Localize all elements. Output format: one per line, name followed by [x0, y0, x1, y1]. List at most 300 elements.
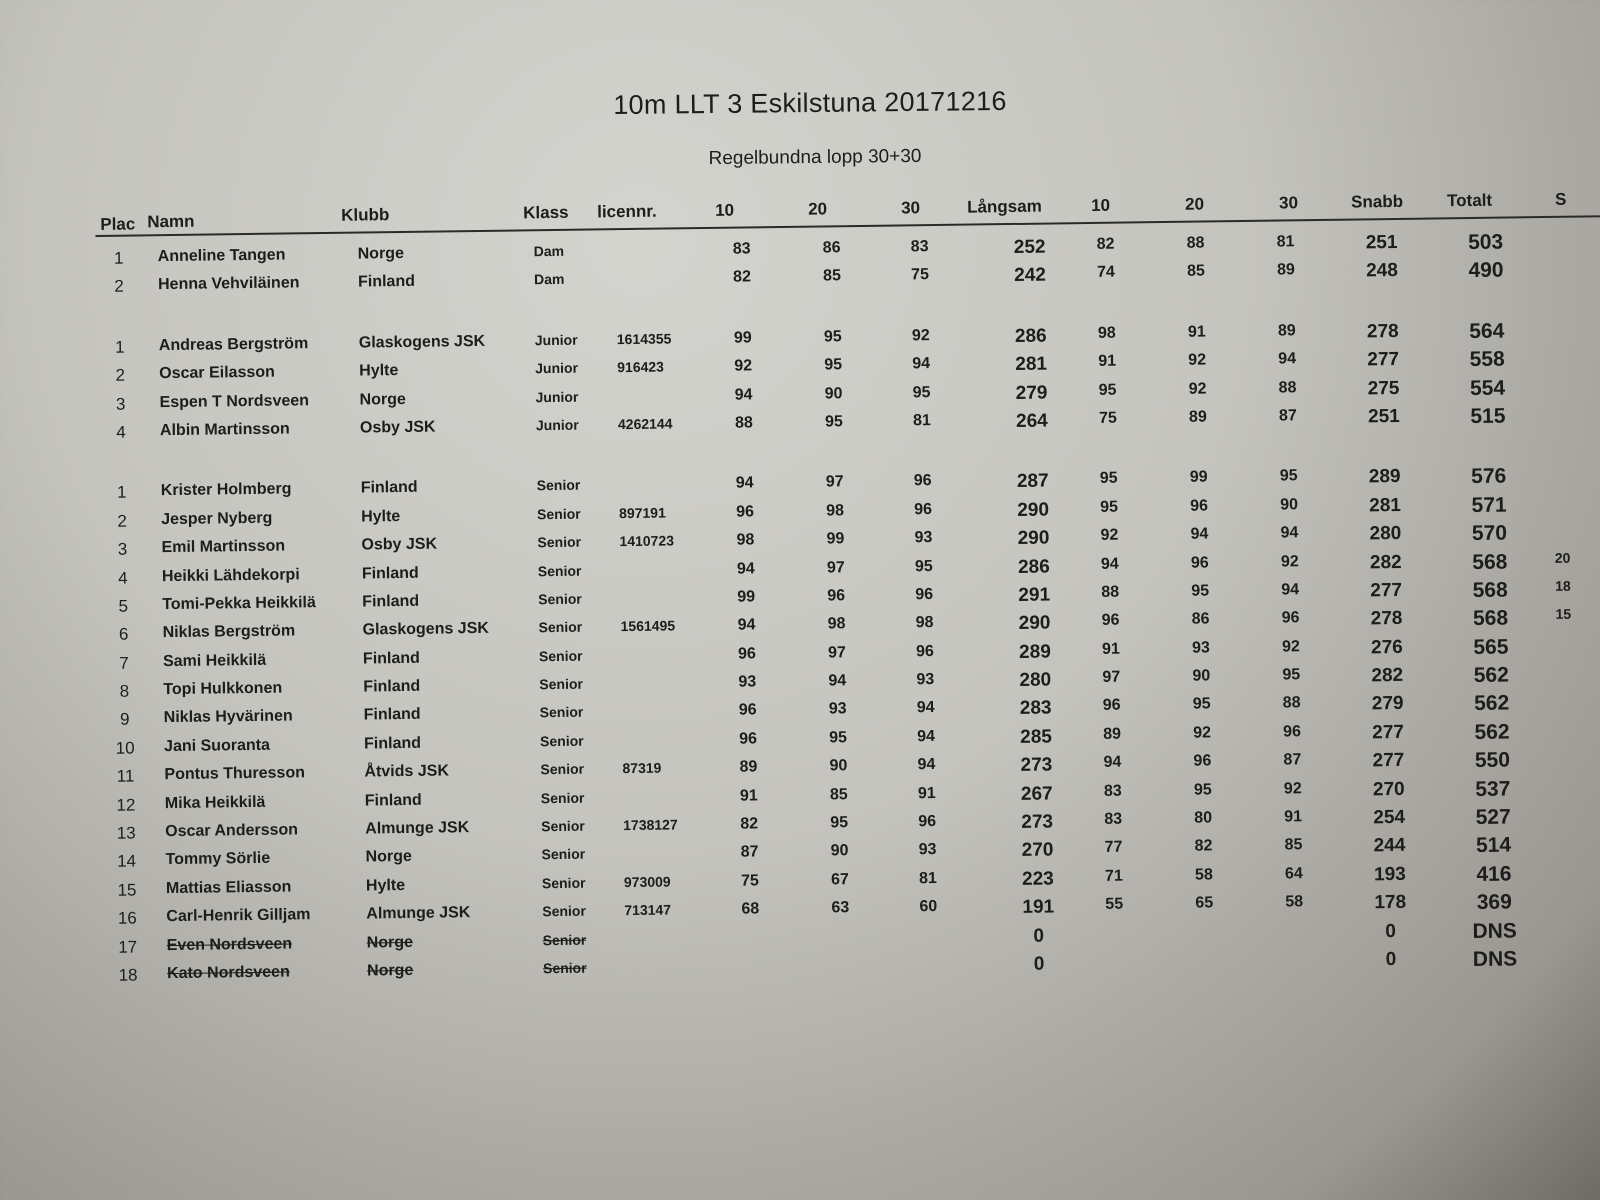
name-cell: Tommy Sörlie — [165, 850, 271, 869]
series2-10-cell: 75 — [1098, 409, 1117, 427]
name-cell: Mika Heikkilä — [164, 793, 266, 812]
club-cell: Finland — [357, 273, 416, 291]
series1-10-cell: 94 — [734, 385, 753, 404]
plac-cell: 18 — [118, 965, 138, 985]
name-cell: Carl-Henrik Gilljam — [166, 906, 311, 926]
header-extra: S — [1554, 189, 1567, 209]
langsam-cell: 242 — [1014, 264, 1047, 287]
series2-10-cell: 83 — [1103, 782, 1122, 800]
series1-10-cell: 83 — [732, 240, 751, 258]
langsam-cell: 287 — [1016, 470, 1049, 493]
club-cell: Norge — [359, 390, 406, 409]
langsam-cell: 273 — [1020, 754, 1053, 777]
snabb-cell: 244 — [1373, 835, 1406, 857]
series2-20-cell: 92 — [1193, 724, 1212, 742]
snabb-cell: 278 — [1370, 608, 1403, 630]
series1-20-cell: 85 — [829, 785, 848, 804]
page-subtitle: Regelbundna lopp 30+30 — [708, 145, 922, 170]
series1-30-cell: 60 — [919, 898, 938, 916]
series1-20-cell: 90 — [829, 757, 848, 775]
series2-10-cell: 77 — [1104, 839, 1123, 857]
total-cell: 562 — [1474, 692, 1510, 716]
series1-10-cell: 94 — [737, 616, 756, 634]
langsam-cell: 281 — [1015, 353, 1048, 376]
license-cell: 87319 — [622, 759, 662, 777]
series2-10-cell: 96 — [1102, 697, 1121, 715]
total-cell: DNS — [1472, 947, 1518, 972]
club-cell: Osby JSK — [359, 418, 436, 437]
total-cell: 565 — [1473, 635, 1509, 659]
club-cell: Åtvids JSK — [364, 762, 450, 781]
plac-cell: 2 — [117, 511, 128, 531]
class-cell: Senior — [537, 505, 581, 522]
langsam-cell: 290 — [1017, 499, 1050, 521]
langsam-cell: 273 — [1021, 811, 1054, 833]
series2-20-cell: 86 — [1191, 610, 1210, 628]
name-cell: Albin Martinsson — [159, 420, 290, 440]
snabb-cell: 277 — [1372, 721, 1405, 744]
series1-30-cell: 96 — [918, 813, 937, 831]
snabb-cell: 193 — [1373, 863, 1406, 886]
header-snabb: Snabb — [1350, 191, 1404, 212]
series2-30-cell: 89 — [1277, 322, 1296, 340]
club-cell: Glaskogens JSK — [362, 620, 489, 639]
snabb-cell: 279 — [1371, 693, 1404, 715]
series2-30-cell: 64 — [1284, 865, 1303, 883]
header-20b: 20 — [1184, 194, 1205, 214]
langsam-cell: 286 — [1014, 325, 1047, 347]
series1-20-cell: 97 — [825, 473, 844, 491]
license-cell: 4262144 — [617, 415, 673, 433]
plac-cell: 16 — [117, 908, 137, 928]
license-cell: 1410723 — [619, 532, 675, 550]
series1-30-cell: 93 — [916, 671, 935, 689]
series2-10-cell: 95 — [1100, 498, 1119, 516]
plac-cell: 7 — [119, 653, 129, 673]
snabb-cell: 277 — [1367, 349, 1400, 371]
snabb-cell: 270 — [1372, 778, 1405, 800]
class-cell: Senior — [538, 647, 583, 664]
total-cell: 576 — [1471, 464, 1507, 489]
class-cell: Senior — [541, 846, 586, 863]
langsam-cell: 223 — [1021, 868, 1054, 890]
series2-10-cell: 94 — [1100, 555, 1119, 573]
series1-10-cell: 99 — [733, 329, 752, 347]
name-cell: Even Nordsveen — [166, 935, 293, 954]
series1-20-cell: 95 — [829, 729, 848, 747]
series1-30-cell: 92 — [911, 326, 930, 345]
series2-20-cell: 94 — [1190, 525, 1209, 543]
license-cell: 1561495 — [620, 617, 676, 635]
series2-10-cell: 96 — [1101, 611, 1120, 630]
series2-30-cell: 92 — [1283, 779, 1302, 798]
series2-30-cell: 87 — [1283, 751, 1302, 769]
snabb-cell: 275 — [1367, 377, 1400, 399]
series1-30-cell: 91 — [917, 784, 936, 802]
langsam-cell: 280 — [1019, 669, 1052, 692]
series2-10-cell: 95 — [1099, 469, 1118, 488]
header-20a: 20 — [808, 199, 828, 219]
series2-20-cell: 65 — [1195, 894, 1214, 912]
plac-cell: 9 — [119, 710, 130, 730]
langsam-cell: 290 — [1018, 612, 1051, 635]
name-cell: Espen T Nordsveen — [159, 391, 310, 411]
club-cell: Finland — [362, 592, 420, 611]
snabb-cell: 248 — [1366, 260, 1398, 282]
series2-30-cell: 95 — [1282, 666, 1301, 684]
series1-20-cell: 63 — [831, 899, 850, 917]
series2-30-cell: 88 — [1282, 694, 1301, 712]
class-cell: Senior — [541, 817, 585, 835]
class-cell: Junior — [535, 359, 579, 377]
series2-30-cell: 94 — [1281, 581, 1300, 599]
series1-10-cell: 94 — [735, 474, 754, 492]
plac-cell: 17 — [118, 937, 138, 957]
series1-20-cell: 99 — [826, 530, 845, 548]
series1-20-cell: 98 — [826, 501, 845, 520]
series2-20-cell: 96 — [1190, 553, 1209, 572]
langsam-cell: 191 — [1022, 896, 1055, 919]
plac-cell: 8 — [119, 681, 130, 701]
club-cell: Finland — [362, 649, 420, 668]
name-cell: Sami Heikkilä — [162, 651, 267, 670]
series2-10-cell: 89 — [1103, 725, 1122, 743]
license-cell: 1738127 — [623, 816, 678, 834]
series1-20-cell: 90 — [830, 842, 849, 860]
series1-20-cell: 90 — [824, 384, 843, 403]
license-cell: 713147 — [624, 901, 672, 919]
name-cell: Krister Holmberg — [160, 480, 292, 500]
series1-10-cell: 96 — [736, 503, 755, 521]
class-cell: Senior — [538, 618, 583, 636]
name-cell: Oscar Eilasson — [159, 363, 275, 383]
extra-cell: 15 — [1555, 606, 1572, 623]
class-cell: Senior — [540, 789, 585, 806]
license-cell: 916423 — [617, 358, 665, 376]
name-cell: Niklas Hyvärinen — [163, 707, 293, 727]
series1-30-cell: 94 — [917, 727, 936, 746]
series1-20-cell: 85 — [823, 267, 842, 285]
snabb-cell: 0 — [1385, 920, 1397, 942]
series2-20-cell: 80 — [1194, 809, 1213, 827]
series2-20-cell: 92 — [1188, 351, 1207, 369]
total-cell: 558 — [1469, 347, 1505, 372]
name-cell: Oscar Andersson — [165, 821, 299, 841]
extra-cell: 18 — [1555, 577, 1571, 594]
total-cell: 568 — [1472, 578, 1508, 602]
license-cell: 897191 — [618, 504, 666, 521]
name-cell: Kato Nordsveen — [166, 963, 290, 983]
name-cell: Emil Martinsson — [161, 537, 286, 557]
total-cell: 570 — [1471, 521, 1508, 546]
series2-30-cell: 96 — [1281, 609, 1300, 627]
series1-30-cell: 94 — [912, 355, 931, 373]
series1-30-cell: 81 — [912, 412, 931, 430]
class-cell: Dam — [533, 242, 565, 260]
total-cell: 550 — [1474, 748, 1511, 773]
series2-20-cell: 99 — [1189, 468, 1208, 487]
langsam-cell: 279 — [1015, 382, 1048, 404]
series2-20-cell: 89 — [1188, 408, 1207, 426]
club-cell: Almunge JSK — [366, 904, 471, 923]
plac-cell: 14 — [117, 851, 137, 872]
header-plac: Plac — [100, 214, 136, 234]
class-cell: Junior — [534, 331, 578, 349]
series1-20-cell: 95 — [824, 356, 843, 374]
snabb-cell: 277 — [1370, 579, 1403, 602]
series1-20-cell: 95 — [830, 814, 849, 832]
series2-30-cell: 90 — [1280, 496, 1299, 514]
snabb-cell: 289 — [1368, 466, 1401, 488]
plac-cell: 1 — [113, 248, 124, 268]
class-cell: Dam — [533, 271, 565, 288]
series2-20-cell: 96 — [1193, 752, 1212, 770]
class-cell: Senior — [540, 760, 585, 778]
plac-cell: 11 — [116, 766, 135, 787]
name-cell: Anneline Tangen — [157, 246, 286, 266]
series1-20-cell: 95 — [824, 413, 843, 431]
total-cell: DNS — [1472, 919, 1517, 943]
series2-30-cell: 89 — [1276, 261, 1295, 279]
class-cell: Junior — [535, 416, 579, 434]
snabb-cell: 282 — [1371, 664, 1404, 687]
header-klass: Klass — [523, 202, 569, 223]
snabb-cell: 277 — [1372, 750, 1405, 772]
name-cell: Pontus Thuresson — [164, 764, 306, 784]
snabb-cell: 282 — [1369, 551, 1402, 573]
name-cell: Tomi-Pekka Heikkilä — [162, 594, 316, 614]
langsam-cell: 291 — [1018, 584, 1051, 606]
langsam-cell: 286 — [1017, 556, 1050, 578]
series2-30-cell: 88 — [1278, 378, 1297, 397]
series1-30-cell: 96 — [913, 472, 932, 490]
langsam-cell: 285 — [1020, 726, 1053, 748]
series2-10-cell: 94 — [1103, 753, 1122, 772]
snabb-cell: 281 — [1369, 494, 1402, 517]
header-30a: 30 — [901, 198, 921, 218]
series2-10-cell: 98 — [1097, 324, 1116, 342]
langsam-cell: 267 — [1020, 783, 1053, 805]
name-cell: Henna Vehviläinen — [157, 274, 300, 294]
header-langsam: Långsam — [967, 196, 1042, 217]
series1-20-cell: 86 — [822, 239, 841, 257]
series2-30-cell: 95 — [1279, 467, 1298, 485]
series1-10-cell: 98 — [736, 531, 755, 549]
club-cell: Finland — [363, 706, 421, 724]
series1-30-cell: 94 — [916, 699, 935, 717]
snabb-cell: 276 — [1370, 636, 1403, 659]
snabb-cell: 280 — [1369, 523, 1402, 545]
series2-30-cell: 94 — [1278, 350, 1297, 368]
series2-10-cell: 95 — [1098, 381, 1117, 399]
series2-20-cell: 58 — [1194, 866, 1213, 884]
series1-10-cell: 96 — [738, 701, 757, 720]
series1-10-cell: 96 — [737, 645, 756, 663]
langsam-cell: 264 — [1015, 410, 1048, 432]
series1-10-cell: 91 — [739, 787, 758, 805]
results-table — [95, 183, 1600, 988]
plac-cell: 3 — [117, 539, 128, 559]
series1-10-cell: 93 — [738, 673, 757, 691]
header-klubb: Klubb — [341, 205, 390, 225]
series2-20-cell: 93 — [1191, 639, 1210, 657]
header-namn: Namn — [147, 211, 195, 232]
langsam-cell: 290 — [1017, 527, 1050, 550]
series2-20-cell: 96 — [1190, 497, 1209, 515]
name-cell: Heikki Lähdekorpi — [161, 565, 300, 585]
series2-30-cell: 96 — [1283, 723, 1302, 741]
class-cell: Junior — [535, 388, 579, 405]
series2-20-cell: 95 — [1193, 781, 1212, 799]
name-cell: Jesper Nyberg — [161, 509, 273, 528]
series2-10-cell: 55 — [1105, 895, 1124, 914]
series1-10-cell: 89 — [739, 758, 758, 776]
series2-20-cell: 90 — [1192, 667, 1211, 685]
series1-20-cell: 98 — [827, 615, 846, 633]
langsam-cell: 283 — [1019, 697, 1052, 720]
snabb-cell: 251 — [1365, 231, 1398, 254]
series2-10-cell: 83 — [1104, 810, 1123, 828]
plac-cell: 4 — [116, 422, 126, 442]
class-cell: Senior — [539, 704, 584, 721]
club-cell: Osby JSK — [361, 535, 438, 554]
total-cell: 515 — [1470, 404, 1506, 428]
series1-30-cell: 98 — [915, 614, 934, 632]
header-10a: 10 — [715, 200, 735, 220]
total-cell: 369 — [1476, 890, 1512, 915]
series1-10-cell: 75 — [740, 872, 759, 890]
langsam-cell: 270 — [1021, 839, 1054, 862]
series2-20-cell: 95 — [1191, 582, 1210, 600]
header-totalt: Totalt — [1446, 190, 1493, 211]
plac-cell: 12 — [116, 795, 136, 815]
series2-20-cell: 91 — [1187, 323, 1206, 341]
club-cell: Hylte — [361, 507, 401, 526]
class-cell: Senior — [542, 931, 587, 948]
class-cell: Senior — [541, 874, 586, 892]
series1-30-cell: 95 — [914, 557, 933, 575]
plac-cell: 1 — [115, 337, 125, 357]
plac-cell: 1 — [116, 482, 127, 503]
series1-20-cell: 67 — [830, 871, 849, 889]
series1-10-cell: 96 — [739, 730, 758, 748]
series1-20-cell: 97 — [826, 558, 845, 576]
series1-30-cell: 81 — [918, 869, 937, 888]
class-cell: Senior — [537, 562, 582, 579]
series1-30-cell: 75 — [911, 266, 930, 284]
series1-20-cell: 97 — [827, 643, 846, 662]
club-cell: Norge — [357, 244, 405, 263]
club-cell: Finland — [361, 564, 419, 583]
series2-10-cell: 91 — [1101, 640, 1120, 658]
license-cell: 1614355 — [616, 330, 672, 347]
plac-cell: 2 — [115, 365, 126, 385]
club-cell: Almunge JSK — [365, 819, 470, 838]
series2-30-cell: 94 — [1280, 524, 1299, 542]
series1-10-cell: 88 — [734, 414, 753, 432]
club-cell: Norge — [366, 933, 414, 952]
langsam-cell: 252 — [1013, 236, 1046, 258]
class-cell: Senior — [542, 902, 586, 920]
series2-10-cell: 88 — [1101, 583, 1120, 601]
plac-cell: 10 — [115, 738, 135, 758]
total-cell: 537 — [1475, 777, 1511, 801]
series2-10-cell: 74 — [1096, 264, 1116, 282]
license-cell: 973009 — [623, 873, 671, 890]
total-cell: 568 — [1472, 606, 1509, 631]
series1-20-cell: 93 — [828, 700, 847, 718]
series1-10-cell: 82 — [740, 815, 759, 833]
snabb-cell: 0 — [1385, 949, 1397, 971]
series2-10-cell: 82 — [1096, 235, 1115, 253]
name-cell: Andreas Bergström — [158, 335, 309, 354]
class-cell: Senior — [537, 533, 582, 551]
plac-cell: 15 — [117, 880, 137, 900]
plac-cell: 13 — [116, 823, 136, 843]
snabb-cell: 254 — [1373, 806, 1406, 829]
total-cell: 568 — [1472, 550, 1508, 574]
series2-10-cell: 91 — [1098, 352, 1117, 371]
plac-cell: 5 — [118, 596, 129, 616]
series2-20-cell: 92 — [1188, 380, 1207, 398]
series2-20-cell: 82 — [1194, 837, 1213, 856]
total-cell: 562 — [1474, 720, 1510, 744]
plac-cell: 4 — [118, 568, 128, 588]
series2-30-cell: 91 — [1284, 808, 1303, 826]
class-cell: Senior — [536, 477, 581, 494]
class-cell: Senior — [539, 732, 584, 750]
club-cell: Finland — [364, 791, 422, 810]
series2-10-cell: 71 — [1104, 867, 1123, 885]
snabb-cell: 178 — [1374, 892, 1407, 914]
series1-30-cell: 93 — [914, 529, 933, 547]
series2-20-cell: 88 — [1186, 234, 1205, 252]
plac-cell: 3 — [115, 394, 126, 414]
series2-30-cell: 81 — [1276, 233, 1295, 251]
club-cell: Norge — [365, 848, 412, 866]
club-cell: Hylte — [365, 876, 406, 895]
total-cell: 490 — [1468, 258, 1504, 283]
langsam-cell: 0 — [1033, 953, 1045, 975]
total-cell: 554 — [1469, 376, 1506, 400]
club-cell: Finland — [363, 677, 421, 696]
snabb-cell: 251 — [1367, 405, 1400, 428]
series1-10-cell: 99 — [737, 588, 756, 606]
series1-20-cell: 96 — [827, 587, 846, 605]
header-30b: 30 — [1278, 193, 1299, 213]
total-cell: 571 — [1471, 493, 1507, 517]
series2-10-cell: 97 — [1102, 668, 1121, 686]
result-groups — [96, 223, 1600, 988]
header-licennr: licennr. — [597, 201, 657, 222]
langsam-cell: 289 — [1018, 641, 1051, 663]
header-10b: 10 — [1090, 195, 1111, 215]
total-cell: 514 — [1475, 833, 1512, 858]
series1-10-cell: 94 — [736, 559, 755, 578]
page-title: 10m LLT 3 Eskilstuna 20171216 — [613, 85, 1007, 121]
series1-30-cell: 95 — [912, 383, 931, 401]
series1-30-cell: 93 — [918, 841, 937, 859]
total-cell: 503 — [1467, 230, 1504, 255]
club-cell: Glaskogens JSK — [358, 332, 486, 352]
name-cell: Mattias Eliasson — [165, 878, 292, 897]
series1-30-cell: 83 — [910, 238, 929, 256]
series1-20-cell: 94 — [828, 672, 847, 690]
langsam-cell: 0 — [1033, 925, 1045, 947]
series2-10-cell: 92 — [1100, 526, 1119, 544]
name-cell: Jani Suoranta — [164, 736, 271, 756]
club-cell: Finland — [363, 734, 422, 753]
